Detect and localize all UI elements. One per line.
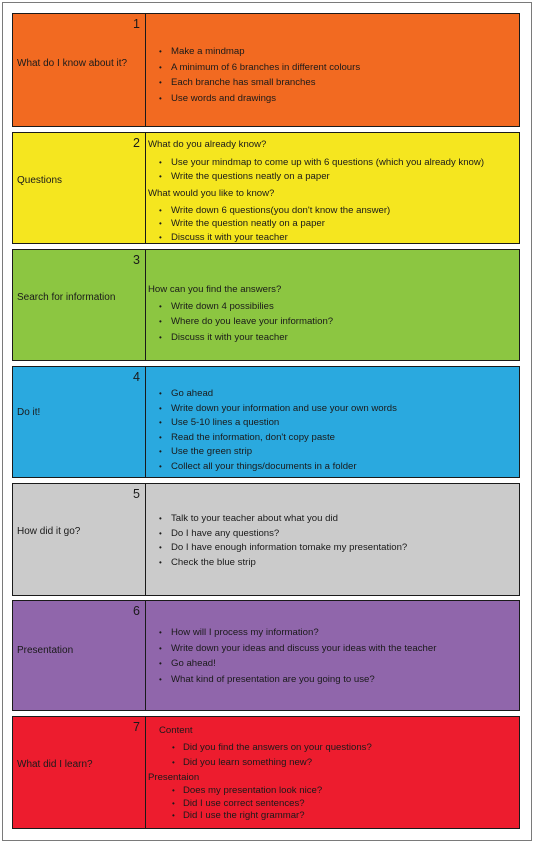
list-item: • Read the information, don't copy paste: [146, 431, 519, 446]
step-number: 6: [133, 604, 140, 618]
list-item: • Talk to your teacher about what you did: [146, 512, 519, 527]
step-3-label-cell: [13, 250, 146, 360]
step-3-content-cell: [146, 250, 519, 360]
list-item: • Collect all your things/documents in a folder: [146, 460, 519, 475]
group-heading: What do you already know?: [148, 139, 267, 150]
step-6-bullet-list: [146, 625, 519, 687]
step-title: Do it!: [17, 407, 41, 418]
step-5-content-cell: [146, 484, 519, 595]
step-4-label-cell: [13, 367, 146, 477]
list-item: • Do I have any questions?: [146, 527, 519, 542]
step-7-row: [12, 716, 520, 829]
list-item: • Use your mindmap to come up with 6 questions (which you already know): [146, 156, 519, 171]
step-title: Presentation: [17, 645, 74, 656]
step-7-bullet-list-1: [146, 740, 519, 770]
step-1-bullet-list: [146, 44, 519, 106]
list-item: • Did you find the answers on your questions?: [146, 740, 519, 755]
list-item: • Write down 4 possibilies: [146, 299, 519, 315]
list-item: • A minimum of 6 branches in different colours: [146, 60, 519, 76]
step-2-label-cell: [13, 133, 146, 243]
step-4-bullet-list: [146, 387, 519, 474]
step-3-bullet-list: [146, 299, 519, 346]
list-item: • Write down your information and use your own words: [146, 402, 519, 417]
list-item: • Use 5-10 lines a question: [146, 416, 519, 431]
step-number: 3: [133, 253, 140, 267]
list-item: • Discuss it with your teacher: [146, 330, 519, 346]
step-6-content-cell: [146, 601, 519, 710]
step-title: What do I know about it?: [17, 58, 128, 69]
step-7-label-cell: [13, 717, 146, 828]
step-2-content-cell: [146, 133, 519, 243]
step-1-row: [12, 13, 520, 127]
list-item: • Do I have enough information tomake my presentation?: [146, 541, 519, 556]
list-item: • Write the questions neatly on a paper: [146, 170, 519, 185]
step-2-row: [12, 132, 520, 244]
step-number: 5: [133, 487, 140, 501]
step-number: 4: [133, 370, 140, 384]
step-5-bullet-list: [146, 512, 519, 570]
group-heading: Content: [159, 725, 193, 736]
step-2-bullet-list-1: [146, 156, 519, 185]
list-item: • Use words and drawings: [146, 91, 519, 107]
step-7-content-cell: [146, 717, 519, 828]
list-item: • Discuss it with your teacher: [146, 231, 519, 244]
group-heading: Presentaion: [148, 772, 200, 783]
step-4-row: [12, 366, 520, 478]
list-item: • Does my presentation look nice?: [146, 785, 519, 798]
list-item: • How will I process my information?: [146, 625, 519, 641]
list-item: • Go ahead!: [146, 656, 519, 672]
list-item: • Go ahead: [146, 387, 519, 402]
list-item: • Did I use the right grammar?: [146, 810, 519, 823]
step-3-row: [12, 249, 520, 361]
list-item: • Did you learn something new?: [146, 755, 519, 770]
list-item: • Use the green strip: [146, 445, 519, 460]
step-6-label-cell: [13, 601, 146, 710]
list-item: • Each branche has small branches: [146, 75, 519, 91]
step-5-row: [12, 483, 520, 596]
step-1-content-cell: [146, 14, 519, 126]
step-5-label-cell: [13, 484, 146, 595]
step-4-content-cell: [146, 367, 519, 477]
list-item: • Did I use correct sentences?: [146, 798, 519, 811]
list-item: • What kind of presentation are you going to use?: [146, 672, 519, 688]
step-title: How did it go?: [17, 526, 81, 537]
step-2-bullet-list-2: [146, 204, 519, 244]
step-number: 2: [133, 136, 140, 150]
group-heading: What would you like to know?: [148, 187, 275, 199]
list-item: • Where do you leave your information?: [146, 314, 519, 330]
list-item: • Make a mindmap: [146, 44, 519, 60]
list-item: • Check the blue strip: [146, 556, 519, 571]
step-number: 1: [133, 17, 140, 31]
step-title: Questions: [17, 175, 63, 186]
step-title: What did I learn?: [17, 759, 93, 770]
group-heading: How can you find the answers?: [148, 284, 282, 295]
step-7-bullet-list-2: [146, 785, 519, 823]
list-item: • Write down your ideas and discuss your ideas with the teacher: [146, 641, 519, 657]
list-item: • Write the question neatly on a paper: [146, 217, 519, 230]
step-title: Search for information: [17, 292, 116, 303]
step-6-row: [12, 600, 520, 711]
list-item: • Write down 6 questions(you don't know the answer): [146, 204, 519, 217]
step-1-label-cell: [13, 14, 146, 126]
step-number: 7: [133, 720, 140, 734]
